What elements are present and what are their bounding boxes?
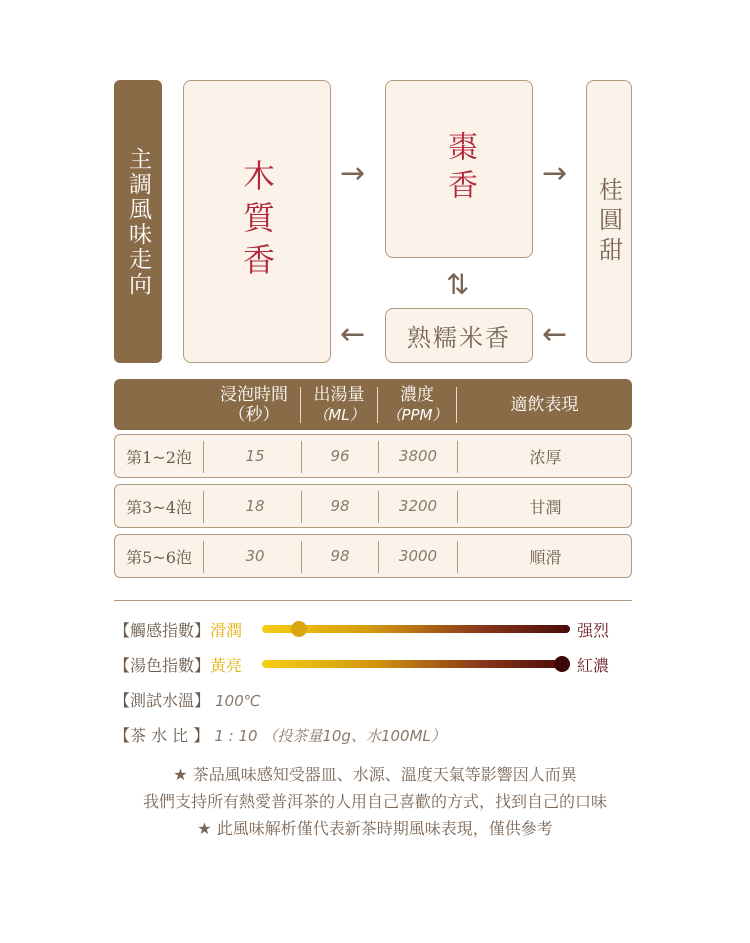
header-drinking: 適飲表現 bbox=[510, 394, 579, 415]
header-col-3 bbox=[378, 379, 456, 430]
row-volume: 96 bbox=[330, 447, 350, 465]
row-concentration: 3200 bbox=[398, 497, 438, 515]
header-volume-unit: （ML） bbox=[313, 405, 365, 424]
header-steep-time-unit: （秒） bbox=[228, 404, 280, 425]
header-steep-time: 浸泡時間 bbox=[220, 384, 288, 405]
test-temp-value: 100℃ bbox=[215, 692, 261, 710]
main-flavor-box bbox=[183, 80, 331, 363]
test-temp-label: 【測試水溫】 bbox=[114, 691, 211, 710]
header-col-2 bbox=[301, 379, 377, 430]
header-concentration-unit: （PPM） bbox=[386, 405, 448, 424]
touch-end-label: 强烈 bbox=[577, 621, 610, 640]
top-flavor-box bbox=[385, 80, 533, 258]
swap-arrows-icon: ⇅ bbox=[446, 268, 470, 301]
flavor-direction-label: 主調風味走向 bbox=[114, 80, 162, 363]
header-volume: 出湯量 bbox=[313, 384, 365, 405]
color-start-label: 黃亮 bbox=[210, 656, 243, 675]
touch-start-label: 滑潤 bbox=[210, 621, 243, 640]
row-brew-label: 第5~6泡 bbox=[126, 547, 192, 567]
color-end-label: 紅濃 bbox=[577, 656, 610, 675]
row-drinking: 順滑 bbox=[529, 547, 562, 567]
color-index-knob bbox=[554, 656, 570, 672]
arrow-left-icon: ← bbox=[542, 317, 568, 352]
divider bbox=[114, 600, 632, 601]
bottom-flavor-box bbox=[385, 308, 533, 363]
color-index-bar bbox=[262, 660, 570, 668]
footer-note-1: ★ 茶品風味感知受器皿、水源、溫度天氣等影響因人而異 bbox=[173, 765, 577, 784]
header-concentration: 濃度 bbox=[400, 384, 434, 405]
row-brew-label: 第1~2泡 bbox=[126, 447, 192, 467]
row-volume: 98 bbox=[330, 547, 350, 565]
arrow-left-icon: ← bbox=[340, 317, 366, 352]
table-row bbox=[114, 434, 632, 478]
touch-index-title: 【觸感指數】 bbox=[114, 621, 211, 640]
footer-note-2: 我們支持所有熱愛普洱茶的人用自己喜歡的方式，找到自己的口味 bbox=[142, 792, 607, 811]
row-steep-time: 18 bbox=[245, 497, 265, 515]
color-index-label bbox=[114, 653, 242, 676]
tea-ratio-label: 【茶 水 比 】 bbox=[114, 726, 210, 745]
top-flavor-text: 棗香 bbox=[442, 131, 477, 207]
header-col-1 bbox=[210, 379, 298, 430]
row-steep-time: 15 bbox=[245, 447, 265, 465]
right-flavor-box bbox=[586, 80, 632, 363]
touch-index-label bbox=[114, 618, 242, 641]
footer-note-3: ★ 此風味解析僅代表新茶時期風味表現，僅供參考 bbox=[197, 819, 553, 838]
main-flavor-text: 木質香 bbox=[238, 158, 276, 285]
table-row bbox=[114, 484, 632, 528]
touch-index-bar bbox=[262, 625, 570, 633]
right-flavor-text: 桂圓甜 bbox=[594, 176, 623, 267]
row-concentration: 3000 bbox=[398, 547, 438, 565]
row-volume: 98 bbox=[330, 497, 350, 515]
header-col-4 bbox=[457, 379, 632, 430]
row-concentration: 3800 bbox=[398, 447, 438, 465]
brew-table-header bbox=[114, 379, 632, 430]
tea-ratio-row bbox=[114, 723, 446, 746]
row-drinking: 浓厚 bbox=[529, 447, 562, 467]
color-index-title: 【湯色指數】 bbox=[114, 656, 211, 675]
test-temp-row bbox=[114, 688, 261, 711]
arrow-right-icon: → bbox=[542, 156, 568, 191]
row-drinking: 甘潤 bbox=[529, 497, 562, 517]
row-steep-time: 30 bbox=[245, 547, 265, 565]
bottom-flavor-text: 熟糯米香 bbox=[407, 324, 511, 352]
arrow-right-icon: → bbox=[340, 156, 366, 191]
touch-index-knob bbox=[291, 621, 307, 637]
table-row bbox=[114, 534, 632, 578]
row-brew-label: 第3~4泡 bbox=[126, 497, 192, 517]
tea-ratio-value: 1 : 10 （投茶量10g、水100ML） bbox=[214, 727, 446, 745]
